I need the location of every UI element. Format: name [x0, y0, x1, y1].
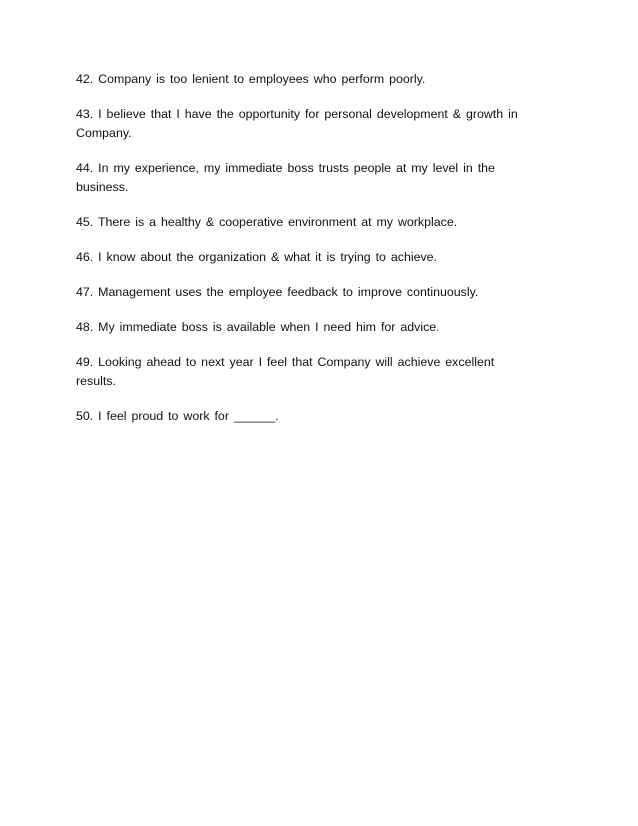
question-list	[76, 70, 521, 442]
question-45: 45. There is a healthy & cooperative environment at my workplace.	[76, 215, 458, 229]
question-48: 48. My immediate boss is available when I need him for advice.	[76, 320, 440, 334]
question-43: 43. I believe that I have the opportunity for personal development & growth in Company.	[76, 107, 518, 140]
question-46: 46. I know about the organization & what it is trying to achieve.	[76, 250, 438, 264]
question-47: 47. Management uses the employee feedback to improve continuously.	[76, 285, 479, 299]
question-42: 42. Company is too lenient to employees who perform poorly.	[76, 72, 426, 86]
question-44: 44. In my experience, my immediate boss trusts people at my level in the business.	[76, 161, 495, 194]
question-50: 50. I feel proud to work for ______.	[76, 409, 279, 423]
question-49: 49. Looking ahead to next year I feel that Company will achieve excellent results.	[76, 355, 495, 388]
